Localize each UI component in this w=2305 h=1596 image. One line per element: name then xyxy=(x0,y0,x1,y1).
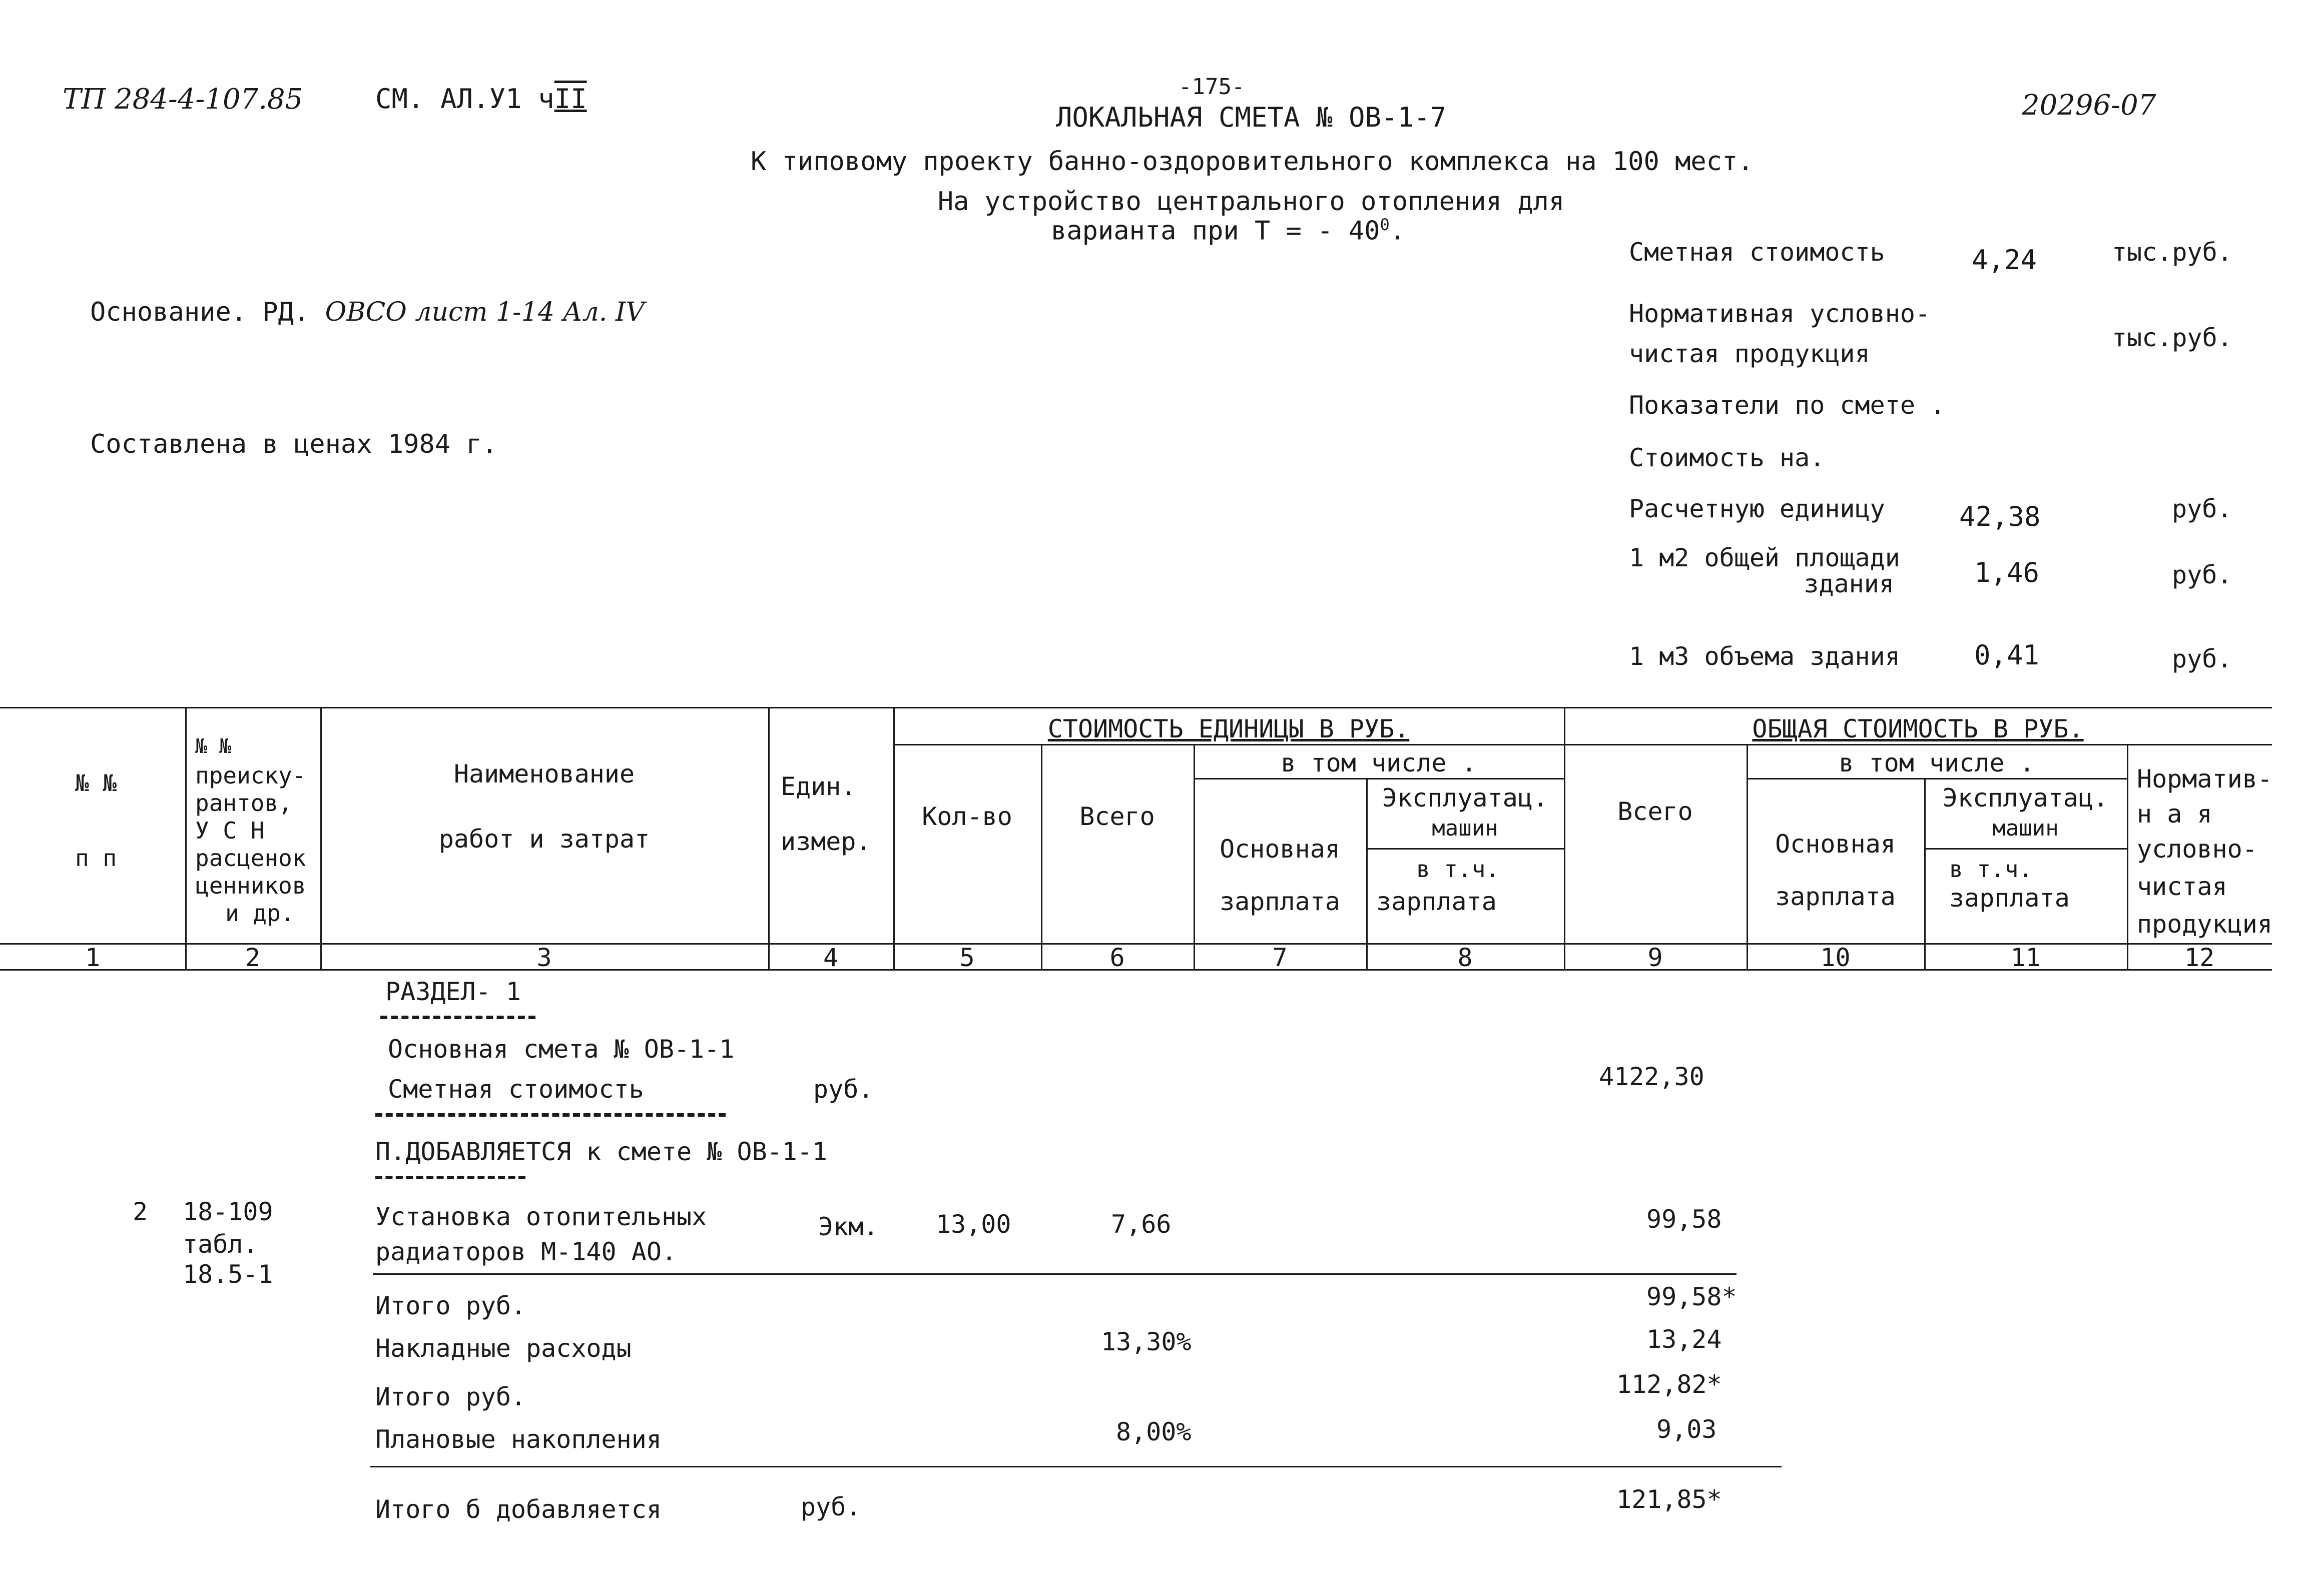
indicator-cost-label: Сметная стоимость xyxy=(1629,238,1885,267)
th-code-2: преиску- xyxy=(195,762,306,789)
estimate-subtitle-1: К типовому проекту банно-оздоровительного комплекса на 100 мест. xyxy=(751,147,1754,177)
planned-savings-total: 9,03 xyxy=(1656,1415,1717,1444)
col-num-3: 3 xyxy=(536,943,552,972)
col-num-12: 12 xyxy=(2184,943,2215,972)
th-code-5: расценок xyxy=(195,845,306,872)
basis xyxy=(90,298,645,327)
th-num-1: № № xyxy=(75,769,117,796)
th-total-2: Всего xyxy=(1617,797,1693,826)
final-total-unit: руб. xyxy=(801,1492,861,1521)
th-normative-5: продукция xyxy=(2137,910,2272,939)
th-base-salary2-1: Основная xyxy=(1775,830,1896,859)
th-code-3: рантов, xyxy=(195,789,292,817)
totals-underline xyxy=(370,1466,1782,1467)
th-code-6: ценников xyxy=(195,872,306,899)
th-machines-1: Эксплуатац. xyxy=(1382,783,1548,813)
machines-line-total xyxy=(1924,848,2127,850)
indicator-area-value: 1,46 xyxy=(1974,557,2040,588)
estimate-subtitle-3 xyxy=(1051,216,1405,246)
section-title: РАЗДЕЛ- 1 xyxy=(385,977,521,1006)
overhead-rate: 13,30% xyxy=(1101,1327,1192,1356)
subtotal-2-label: Итого руб. xyxy=(375,1382,526,1411)
subtitle-3-text: варианта при Т = - 40 xyxy=(1051,216,1380,246)
degree-sup: 0 xyxy=(1380,215,1390,234)
estimated-cost-total: 4122,30 xyxy=(1599,1062,1704,1091)
th-unit-1: Един. xyxy=(781,772,856,801)
cost-per-heading: Стоимость на. xyxy=(1629,443,1825,472)
incl-line-total xyxy=(1747,778,2127,779)
section-dashes xyxy=(380,1016,535,1019)
th-machines-salary2-2: зарплата xyxy=(1949,884,2070,913)
col-divider-8 xyxy=(1564,707,1565,969)
col-num-11: 11 xyxy=(2010,943,2041,972)
col-num-5: 5 xyxy=(959,943,975,972)
th-incl-total: в том числе . xyxy=(1839,748,2035,777)
indicator-cost-unit: тыс.руб. xyxy=(2112,238,2232,267)
item-code-1: 18-109 xyxy=(183,1197,273,1226)
subtitle-3-end: . xyxy=(1389,216,1406,246)
indicator-unit-unit: руб. xyxy=(2172,494,2232,523)
indicator-volume-unit: руб. xyxy=(2172,644,2232,673)
th-code-1: № № xyxy=(195,735,232,758)
item-qty: 13,00 xyxy=(936,1210,1011,1239)
item-code-2: табл. xyxy=(183,1230,258,1259)
estimated-cost-unit: руб. xyxy=(813,1075,874,1104)
th-code-4: У С Н xyxy=(195,817,265,844)
th-base-salary2-2: зарплата xyxy=(1775,882,1896,911)
col-num-6: 6 xyxy=(1109,943,1125,972)
item-name-1: Установка отопительных xyxy=(375,1202,707,1231)
col-num-2: 2 xyxy=(245,943,261,972)
th-machines-salary-2: зарплата xyxy=(1376,887,1497,916)
basis-value: ОВСО лист 1-14 Ал. IV xyxy=(325,297,645,327)
group-header-line-unit xyxy=(893,744,1564,745)
th-incl-unit: в том числе . xyxy=(1281,748,1477,777)
th-machines-salary-1: в т.ч. xyxy=(1416,856,1500,883)
album-ref xyxy=(375,84,587,114)
th-base-salary-1: Основная xyxy=(1220,835,1340,864)
doc-code: ТП 284-4-107.85 xyxy=(63,83,303,116)
th-name-2: работ и затрат xyxy=(438,825,650,854)
item-name-2: радиаторов М-140 АО. xyxy=(375,1237,677,1266)
album-part: II xyxy=(554,83,587,115)
prices-note: Составлена в ценах 1984 г. xyxy=(90,429,497,459)
estimate-title: ЛОКАЛЬНАЯ СМЕТА № ОВ-1-7 xyxy=(1055,102,1447,133)
col-num-1: 1 xyxy=(85,943,101,972)
col-num-8: 8 xyxy=(1457,943,1473,972)
item-total: 99,58 xyxy=(1646,1205,1722,1234)
subtotal-2-total: 112,82* xyxy=(1616,1370,1722,1399)
th-qty: Кол-во xyxy=(922,802,1012,831)
table-top-border xyxy=(0,707,2272,708)
item-underline xyxy=(373,1273,1737,1275)
th-name-1: Наименование xyxy=(453,759,635,788)
col-num-10: 10 xyxy=(1820,943,1851,972)
indicator-volume-label: 1 м3 объема здания xyxy=(1629,642,1900,671)
col-num-4: 4 xyxy=(823,943,839,972)
planned-savings-label: Плановые накопления xyxy=(375,1425,662,1454)
added-title: П.ДОБАВЛЯЕТСЯ к смете № ОВ-1-1 xyxy=(375,1137,828,1166)
final-total-label: Итого б добавляется xyxy=(375,1495,662,1524)
subtotal-1-total: 99,58* xyxy=(1646,1282,1737,1311)
col-num-9: 9 xyxy=(1647,943,1663,972)
item-unit: Экм. xyxy=(818,1212,879,1241)
col-divider-3 xyxy=(768,707,770,969)
item-code-3: 18.5-1 xyxy=(183,1260,273,1289)
archive-stamp: 20296-07 xyxy=(2022,89,2156,122)
base-estimate: Основная смета № ОВ-1-1 xyxy=(388,1035,735,1064)
subtotal-1-label: Итого руб. xyxy=(375,1291,526,1320)
album-ref-text: СМ. АЛ.У1 ч xyxy=(375,83,554,115)
overhead-total: 13,24 xyxy=(1646,1325,1722,1354)
th-normative-3: условно- xyxy=(2137,835,2257,864)
indicator-unit-value: 42,38 xyxy=(1959,501,2041,532)
th-normative-2: н а я xyxy=(2137,800,2212,829)
th-machines-salary2-1: в т.ч. xyxy=(1949,856,2033,883)
indicator-normative-label-2: чистая продукция xyxy=(1629,339,1870,368)
indicators-heading: Показатели по смете . xyxy=(1629,391,1946,420)
th-machines-2: машин xyxy=(1432,816,1498,841)
col-divider-11 xyxy=(2127,744,2128,969)
th-normative-1: Норматив- xyxy=(2137,764,2272,793)
basis-label: Основание. РД. xyxy=(90,297,310,327)
th-code-7: и др. xyxy=(225,900,295,927)
indicator-unit-label: Расчетную единицу xyxy=(1629,494,1885,523)
th-normative-4: чистая xyxy=(2137,872,2227,901)
col-divider-1 xyxy=(185,707,187,969)
th-base-salary-2: зарплата xyxy=(1220,887,1340,916)
th-unit-2: измер. xyxy=(781,827,871,856)
indicator-area-label-2: здания xyxy=(1804,569,1894,598)
col-divider-5 xyxy=(1041,744,1042,969)
col-num-7: 7 xyxy=(1272,943,1288,972)
group-header-line-total xyxy=(1564,744,2272,745)
final-total-value: 121,85* xyxy=(1616,1485,1722,1514)
machines-line-unit xyxy=(1366,848,1564,850)
th-machines2-1: Эксплуатац. xyxy=(1942,783,2109,813)
th-machines2-2: машин xyxy=(1992,816,2059,841)
added-title-dashes xyxy=(375,1176,525,1179)
indicator-normative-unit: тыс.руб. xyxy=(2112,323,2232,352)
indicator-area-unit: руб. xyxy=(2172,560,2232,589)
indicator-cost-value: 4,24 xyxy=(1972,244,2037,276)
page-number: -175- xyxy=(1179,74,1245,100)
item-price: 7,66 xyxy=(1111,1210,1172,1239)
estimated-cost-dashes xyxy=(375,1113,726,1117)
incl-line-unit xyxy=(1194,778,1564,779)
indicator-area-label: 1 м2 общей площади xyxy=(1629,543,1900,572)
estimated-cost-label: Сметная стоимость xyxy=(388,1075,644,1104)
col-divider-4 xyxy=(893,707,895,969)
th-total: Всего xyxy=(1079,802,1155,831)
indicator-normative-label: Нормативная условно- xyxy=(1629,299,1931,328)
item-num: 2 xyxy=(133,1197,148,1226)
indicator-volume-value: 0,41 xyxy=(1974,639,2040,671)
th-group-unit: СТОИМОСТЬ ЕДИНИЦЫ В РУБ. xyxy=(1047,714,1410,743)
th-num-2: п п xyxy=(75,845,117,872)
overhead-label: Накладные расходы xyxy=(375,1334,632,1363)
planned-savings-rate: 8,00% xyxy=(1116,1417,1192,1446)
estimate-subtitle-2: На устройство центрального отопления для xyxy=(937,187,1565,217)
th-group-total: ОБЩАЯ СТОИМОСТЬ В РУБ. xyxy=(1752,714,2084,743)
